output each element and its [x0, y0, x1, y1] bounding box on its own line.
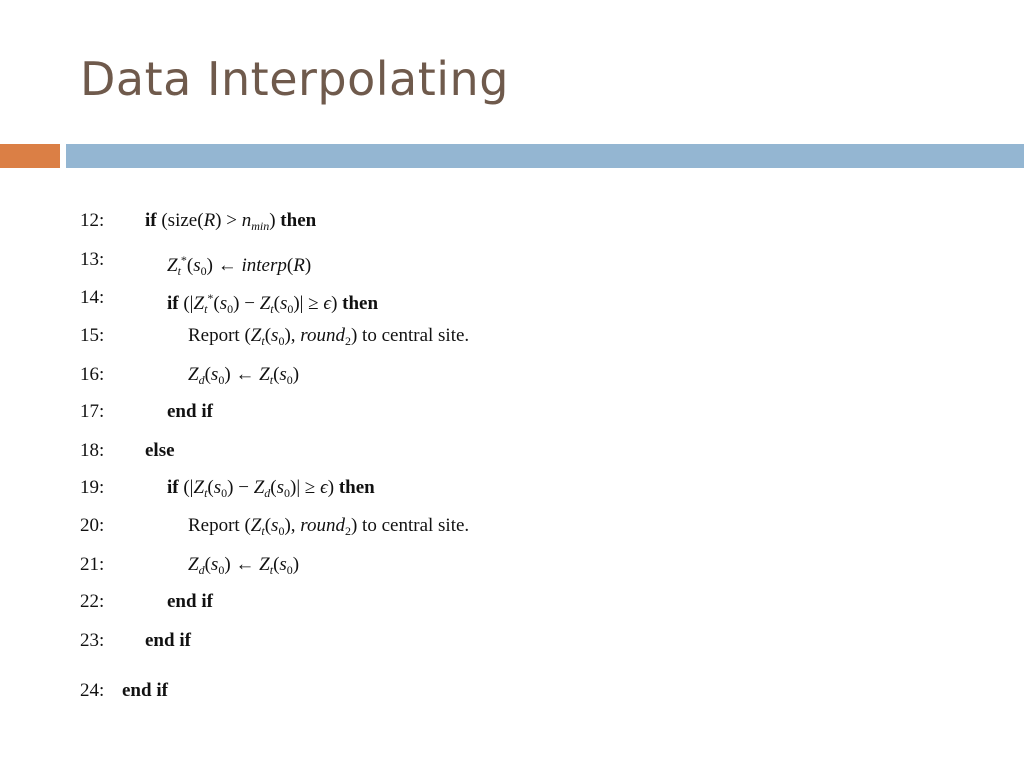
line-content: end if — [145, 630, 191, 651]
algorithm-line — [80, 678, 168, 704]
algorithm-line — [80, 247, 312, 278]
line-number: 14: — [80, 287, 105, 308]
algorithm-line — [80, 552, 300, 578]
line-number: 20: — [80, 515, 105, 536]
line-content: if (size(R) > $n_{min}$) then — [145, 210, 317, 233]
line-number: 12: — [80, 210, 105, 231]
line-content: end if — [122, 680, 168, 701]
line-content: $Z_t^*(s_0)$ ← interp(R) — [167, 253, 312, 278]
algorithm-line — [80, 438, 175, 464]
line-number: 19: — [80, 477, 105, 498]
algorithm-line — [80, 208, 317, 234]
line-content: end if — [167, 591, 213, 612]
line-content: end if — [167, 401, 213, 422]
line-content: Report ($Z_t(s_0)$, round$_2$) to central site. — [188, 515, 470, 538]
algorithm-line — [80, 513, 470, 539]
line-number: 22: — [80, 591, 105, 612]
line-content: else — [145, 440, 175, 461]
line-content: Report ($Z_t(s_0)$, round$_2$) to central site. — [188, 325, 470, 348]
line-content: if $(|Z_t^*(s_0) - Z_t(s_0)| \ge \epsilon)$ then — [167, 291, 379, 316]
line-number: 18: — [80, 440, 105, 461]
line-number: 23: — [80, 630, 105, 651]
algorithm-line — [80, 285, 379, 316]
line-number: 16: — [80, 364, 105, 385]
line-number: 13: — [80, 249, 105, 270]
algorithm-line — [80, 323, 470, 349]
algorithm-line — [80, 399, 213, 425]
algorithm-line — [80, 589, 213, 615]
line-content: if $(|Z_t(s_0) - Z_d(s_0)| \ge \epsilon)$ then — [167, 477, 375, 500]
algorithm-line — [80, 362, 300, 388]
algorithm-line — [80, 628, 191, 654]
line-content: $Z_d(s_0)$ ← $Z_t(s_0)$ — [188, 364, 300, 387]
slide-title: Data Interpolating — [80, 52, 509, 106]
line-number: 24: — [80, 680, 105, 701]
line-number: 15: — [80, 325, 105, 346]
line-content: $Z_d(s_0)$ ← $Z_t(s_0)$ — [188, 554, 300, 577]
algorithm-line — [80, 475, 375, 501]
line-number: 21: — [80, 554, 105, 575]
line-number: 17: — [80, 401, 105, 422]
